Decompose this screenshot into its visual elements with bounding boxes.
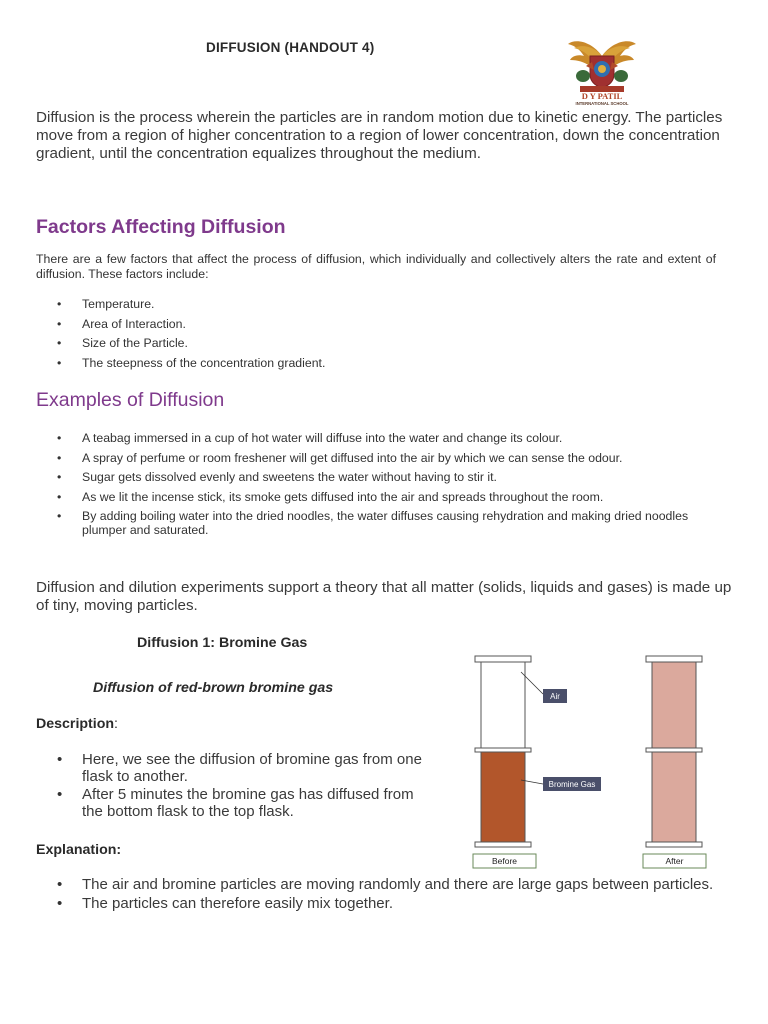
list-item: • A teabag immersed in a cup of hot water will diffuse into the water and change its colour. [36, 431, 726, 445]
list-item: • The particles can therefore easily mix together. [36, 896, 736, 913]
before-caption: Before [491, 856, 518, 866]
factors-paragraph: There are a few factors that affect the process of diffusion, which individually and collectively alters the rate and extent of diffusion. These factors include: [36, 252, 716, 281]
support-paragraph: Diffusion and dilution experiments support a theory that all matter (solids, liquids and gases) is made up of tiny, moving particles. [36, 579, 732, 614]
list-item: • Here, we see the diffusion of bromine gas from one flask to another. [36, 752, 436, 785]
list-item: • The steepness of the concentration gradient. [36, 356, 726, 376]
list-item: • As we lit the incense stick, its smoke gets diffused into the air and spreads throughout the room. [36, 490, 726, 504]
examples-list [36, 431, 726, 543]
bromine-label: Bromine Gas [548, 780, 596, 789]
list-item: • A spray of perfume or room freshener will get diffused into the air by which we can sense the odour. [36, 451, 726, 465]
bromine-diagram [455, 652, 735, 872]
after-caption: After [665, 856, 684, 866]
experiment-subheading: Diffusion 1: Bromine Gas [137, 635, 308, 651]
experiment-italic-heading: Diffusion of red-brown bromine gas [93, 680, 334, 696]
before-flask [475, 656, 531, 847]
school-logo [566, 36, 638, 106]
description-heading [36, 716, 118, 732]
description-list [36, 752, 436, 822]
after-top-flask [652, 662, 696, 748]
after-bottom-flask [652, 752, 696, 842]
factors-list [36, 297, 726, 375]
description-label: Description [36, 716, 115, 732]
explanation-list [36, 877, 736, 914]
intro-paragraph: Diffusion is the process wherein the particles are in random motion due to kinetic energy. The particles move from a region of higher concentration to a region of lower concentration, down the concentration gradient, until the concentration equalizes throughout the medium. [36, 109, 723, 162]
before-top-flask [481, 662, 525, 748]
list-item: • Sugar gets dissolved evenly and sweetens the water without having to stir it. [36, 470, 726, 484]
list-item: • Area of Interaction. [36, 317, 726, 337]
page-title: DIFFUSION (HANDOUT 4) [206, 40, 375, 55]
after-flask [646, 656, 702, 847]
list-item: • The air and bromine particles are moving randomly and there are large gaps between particles. [36, 877, 736, 894]
examples-heading: Examples of Diffusion [36, 389, 225, 411]
description-colon: : [114, 716, 118, 732]
list-item: • Size of the Particle. [36, 336, 726, 356]
factors-heading: Factors Affecting Diffusion [36, 216, 286, 238]
list-item: • By adding boiling water into the dried noodles, the water diffuses causing rehydration and making dried noodles plumper and saturated. [36, 509, 726, 537]
list-item: • Temperature. [36, 297, 726, 317]
logo-text-sub: INTERNATIONAL SCHOOL [575, 101, 629, 106]
logo-text-main: D Y PATIL [581, 91, 623, 101]
air-label: Air [550, 692, 560, 701]
list-item: • After 5 minutes the bromine gas has diffused from the bottom flask to the top flask. [36, 787, 436, 820]
before-bottom-flask [481, 752, 525, 842]
explanation-heading: Explanation: [36, 842, 122, 858]
